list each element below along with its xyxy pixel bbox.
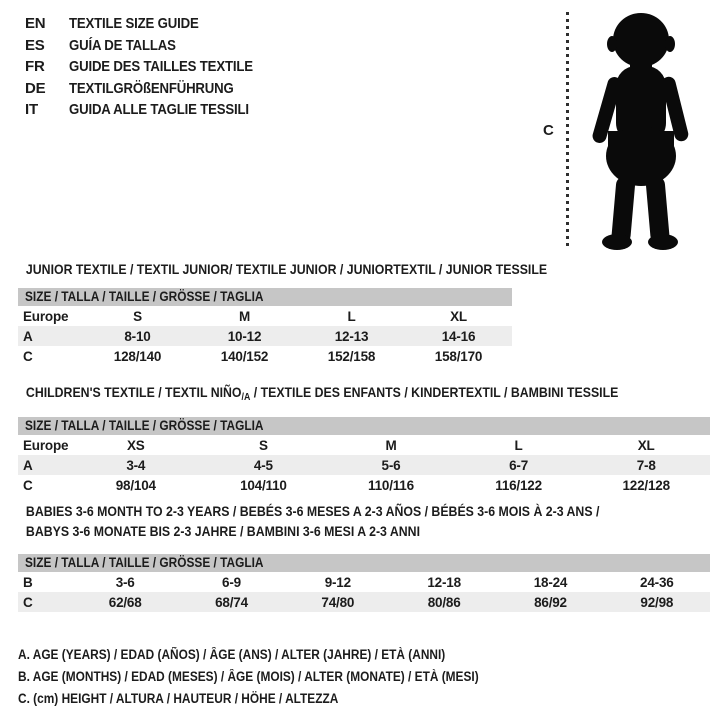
table-cell: XS bbox=[126, 437, 145, 453]
footnote-height: C. (cm) HEIGHT / ALTURA / HAUTEUR / HÖHE / ALTEZZA bbox=[18, 691, 339, 706]
language-row-en bbox=[25, 13, 278, 35]
table-cell: 158/170 bbox=[434, 348, 483, 364]
table-cell: 10-12 bbox=[227, 328, 262, 344]
table-cell: 128/140 bbox=[113, 348, 162, 364]
table-cell: 7-8 bbox=[636, 457, 656, 473]
table-cell: M bbox=[385, 437, 397, 453]
table-row-height bbox=[18, 592, 710, 612]
row-label: C bbox=[23, 594, 33, 610]
table-row-europe bbox=[18, 306, 512, 326]
language-label: TEXTILE SIZE GUIDE bbox=[69, 15, 199, 33]
language-code: FR bbox=[25, 58, 45, 76]
height-measure-dotted-line bbox=[566, 12, 569, 248]
language-code: ES bbox=[25, 36, 45, 54]
footnote-age-years: A. AGE (YEARS) / EDAD (AÑOS) / ÂGE (ANS) / ALTER (JAHRE) / ETÀ (ANNI) bbox=[18, 647, 446, 662]
language-code: DE bbox=[25, 79, 46, 97]
table-cell: 3-4 bbox=[126, 457, 146, 473]
table-cell: XL bbox=[637, 437, 655, 453]
toddler-silhouette-icon bbox=[578, 8, 702, 257]
junior-size-table bbox=[18, 288, 512, 366]
table-cell: 9-12 bbox=[324, 574, 351, 590]
table-cell: XL bbox=[450, 308, 467, 324]
table-row-europe bbox=[18, 435, 710, 455]
table-cell: 6-7 bbox=[509, 457, 529, 473]
language-label: TEXTILGRÖßENFÜHRUNG bbox=[69, 79, 234, 97]
language-row-de bbox=[25, 78, 278, 100]
table-cell: 12-13 bbox=[334, 328, 369, 344]
table-cell: 3-6 bbox=[115, 574, 135, 590]
table-cell: 122/128 bbox=[622, 477, 670, 493]
table-cell: 140/152 bbox=[220, 348, 269, 364]
table-cell: 74/80 bbox=[321, 594, 355, 610]
row-label: C bbox=[23, 477, 33, 493]
table-cell: 8-10 bbox=[124, 328, 151, 344]
table-cell: L bbox=[347, 308, 356, 324]
table-cell: L bbox=[514, 437, 523, 453]
table-row-age-years bbox=[18, 326, 512, 346]
language-row-fr bbox=[25, 56, 278, 78]
table-row-height bbox=[18, 475, 710, 495]
table-cell: 152/158 bbox=[327, 348, 376, 364]
row-label: C bbox=[23, 348, 33, 364]
table-cell: 110/116 bbox=[368, 477, 414, 493]
table-row-age-months bbox=[18, 572, 710, 592]
language-list bbox=[25, 13, 278, 121]
row-label: A bbox=[23, 457, 33, 473]
size-table-header-text: SIZE / TALLA / TAILLE / GRÖSSE / TAGLIA bbox=[25, 555, 264, 570]
size-table-header-text: SIZE / TALLA / TAILLE / GRÖSSE / TAGLIA bbox=[25, 418, 264, 433]
table-cell: 4-5 bbox=[253, 457, 273, 473]
table-row-age-years bbox=[18, 455, 710, 475]
size-table-header bbox=[18, 554, 710, 572]
children-title-post: / TEXTILE DES ENFANTS / KINDERTEXTIL / BAMBINI TESSILE bbox=[250, 384, 619, 400]
language-row-it bbox=[25, 99, 278, 121]
table-cell: 116/122 bbox=[495, 477, 542, 493]
table-cell: 98/104 bbox=[115, 477, 156, 493]
table-cell: S bbox=[133, 308, 142, 324]
row-label: Europe bbox=[23, 437, 69, 453]
table-row-height bbox=[18, 346, 512, 366]
table-cell: M bbox=[238, 308, 251, 324]
row-label: A bbox=[23, 328, 33, 344]
babies-section bbox=[18, 501, 710, 612]
row-label: Europe bbox=[23, 308, 69, 324]
table-cell: 68/74 bbox=[215, 594, 248, 610]
language-label: GUÍA DE TALLAS bbox=[69, 36, 176, 54]
junior-section bbox=[18, 260, 548, 366]
language-code: IT bbox=[25, 101, 38, 119]
language-label: GUIDA ALLE TAGLIE TESSILI bbox=[69, 101, 249, 119]
size-table-header bbox=[18, 417, 710, 435]
size-table-header bbox=[18, 288, 512, 306]
table-cell: 92/98 bbox=[640, 594, 674, 610]
table-cell: S bbox=[258, 437, 268, 453]
children-section-title bbox=[18, 383, 627, 401]
table-cell: 18-24 bbox=[533, 574, 568, 590]
table-cell: 14-16 bbox=[441, 328, 476, 344]
height-measure-label: C bbox=[543, 122, 554, 139]
table-cell: 6-9 bbox=[222, 574, 241, 590]
children-size-table bbox=[18, 417, 710, 495]
language-row-es bbox=[25, 35, 278, 57]
junior-section-title: JUNIOR TEXTILE / TEXTIL JUNIOR/ TEXTILE JUNIOR / JUNIORTEXTIL / JUNIOR TESSILE bbox=[25, 261, 548, 277]
footnote-age-months: B. AGE (MONTHS) / EDAD (MESES) / ÂGE (MOIS) / ALTER (MONATE) / ETÀ (MESI) bbox=[18, 669, 479, 684]
footnotes bbox=[18, 644, 541, 710]
babies-size-table bbox=[18, 554, 710, 612]
language-label: GUIDE DES TAILLES TEXTILE bbox=[69, 58, 253, 76]
children-section bbox=[18, 383, 710, 495]
table-cell: 104/110 bbox=[240, 477, 287, 493]
table-cell: 80/86 bbox=[427, 594, 461, 610]
children-title-sub: /A bbox=[241, 392, 251, 403]
size-table-header-text: SIZE / TALLA / TAILLE / GRÖSSE / TAGLIA bbox=[25, 289, 264, 304]
babies-section-title-line2: BABYS 3-6 MONATE BIS 2-3 JAHRE / BAMBINI 3-6 MESI A 2-3 ANNI bbox=[25, 523, 420, 539]
row-label: B bbox=[23, 574, 33, 590]
language-code: EN bbox=[25, 15, 46, 33]
table-cell: 5-6 bbox=[381, 457, 401, 473]
babies-section-title-line1: BABIES 3-6 MONTH TO 2-3 YEARS / BEBÉS 3-6 MESES A 2-3 AÑOS / BÉBÉS 3-6 MOIS À 2-3 ANS / bbox=[25, 503, 600, 519]
table-cell: 12-18 bbox=[427, 574, 461, 590]
table-cell: 62/68 bbox=[108, 594, 142, 610]
children-title-pre: CHILDREN'S TEXTILE / TEXTIL NIÑO bbox=[25, 384, 242, 400]
table-cell: 86/92 bbox=[534, 594, 567, 610]
table-cell: 24-36 bbox=[640, 574, 674, 590]
